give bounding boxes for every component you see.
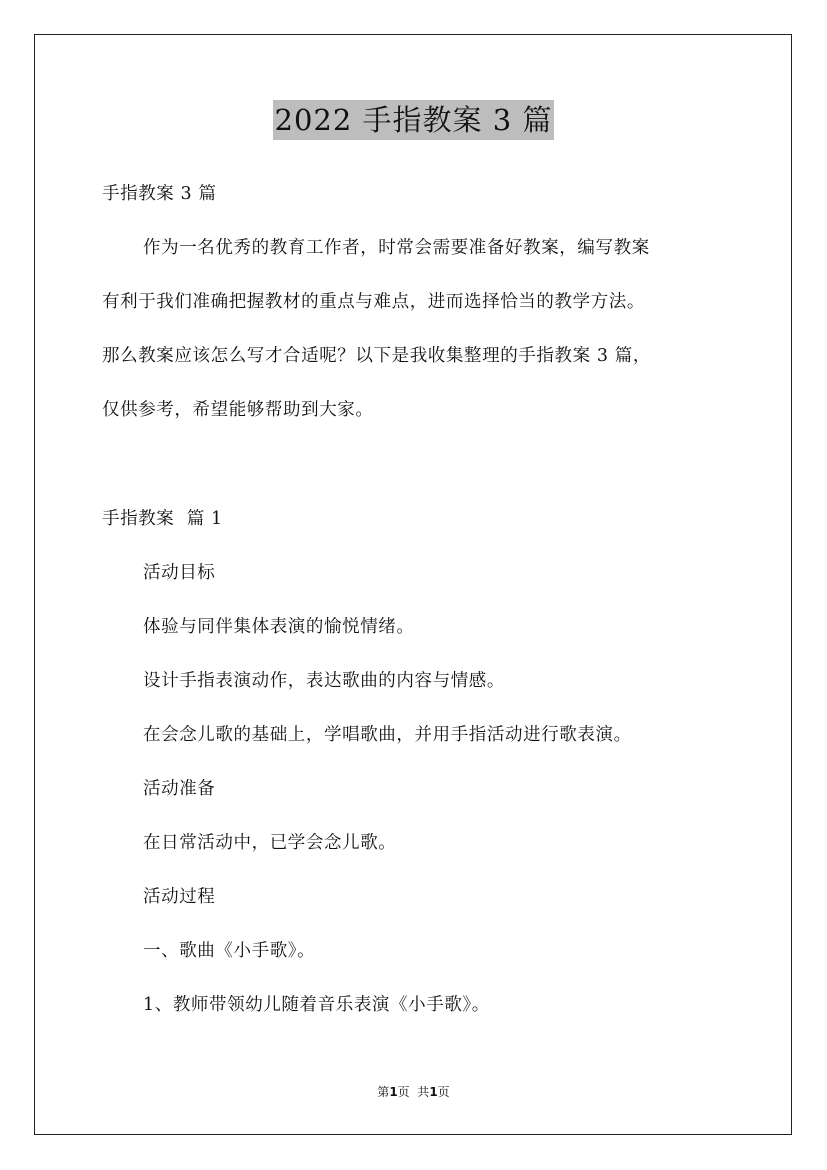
page-footer <box>0 1084 827 1100</box>
list-item: 活动准备 <box>143 779 216 799</box>
list-item: 在会念儿歌的基础上，学唱歌曲，并用手指活动进行歌表演。 <box>143 725 632 745</box>
intro-line-3: 那么教案应该怎么写才合适呢？以下是我收集整理的手指教案 3 篇， <box>102 346 651 366</box>
list-item: 活动过程 <box>143 887 216 907</box>
intro-line-2: 有利于我们准确把握教材的重点与难点，进而选择恰当的教学方法。 <box>102 292 645 312</box>
list-item: 在日常活动中，已学会念儿歌。 <box>143 833 397 853</box>
list-item: 设计手指表演动作，表达歌曲的内容与情感。 <box>143 671 505 691</box>
list-item: 一、歌曲《小手歌》。 <box>143 941 316 961</box>
footer-page-number: 1 <box>389 1085 398 1099</box>
title-container <box>0 100 827 140</box>
intro-line-1: 作为一名优秀的教育工作者，时常会需要准备好教案，编写教案 <box>143 238 650 258</box>
list-item: 1、教师带领幼儿随着音乐表演《小手歌》。 <box>143 995 490 1015</box>
intro-line-4: 仅供参考，希望能够帮助到大家。 <box>102 400 374 420</box>
list-item: 活动目标 <box>143 563 216 583</box>
document-subtitle: 手指教案 3 篇 <box>102 184 217 204</box>
section-heading: 手指教案 篇 1 <box>102 509 223 529</box>
footer-mid: 页 共 <box>397 1085 430 1099</box>
footer-total-pages: 1 <box>429 1085 438 1099</box>
footer-prefix: 第 <box>377 1085 390 1099</box>
footer-suffix: 页 <box>437 1085 450 1099</box>
list-item: 体验与同伴集体表演的愉悦情绪。 <box>143 617 415 637</box>
document-title: 2022 手指教案 3 篇 <box>273 100 555 140</box>
